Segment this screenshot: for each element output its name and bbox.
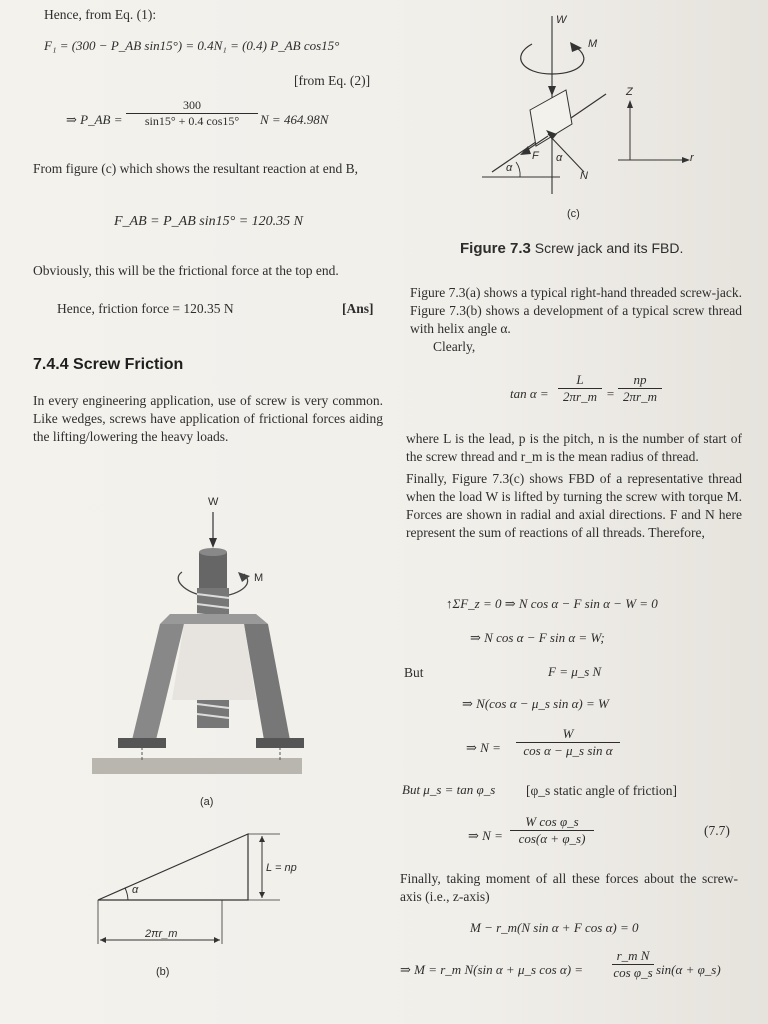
fig-c-label-f: F <box>532 150 539 162</box>
fig-c-normal-force <box>548 134 584 172</box>
fig-a-label-w: W <box>208 496 219 508</box>
equation-f1: F₁ = (300 − P_AB sin15°) = 0.4N₁ = (0.4) P_AB cos15° <box>44 38 340 53</box>
equation-tan-frac1-num: L <box>558 372 602 389</box>
fig-c-label-z: Z <box>626 86 633 98</box>
equation-n3-fraction <box>516 726 620 759</box>
equation-tan-frac2 <box>618 372 662 405</box>
equation-tan-frac1-den: 2πr_m <box>563 389 597 404</box>
equation-ncos: ⇒ N cos α − F sin α = W; <box>470 630 605 645</box>
equation-n3-num: W <box>516 726 620 743</box>
equation-n3-den: cos α − μ_s sin α <box>523 743 613 758</box>
equation-pab-numerator: 300 <box>126 98 258 114</box>
paragraph-where: where L is the lead, p is the pitch, n is the number of start of the screw thread and r_m is the mean radius of thread. <box>406 431 742 464</box>
fig-c-label-w: W <box>556 14 567 26</box>
equation-n3-prefix: ⇒ N = <box>466 740 501 755</box>
section-heading: 7.4.4 Screw Friction <box>33 356 184 373</box>
friction-force-result: Hence, friction force = 120.35 N <box>57 301 234 316</box>
equation-moment-2-den: cos φ_s <box>613 965 653 980</box>
equation-tan-frac2-num: np <box>618 372 662 389</box>
paragraph-figure-73: Figure 7.3(a) shows a typical right-hand threaded screw-jack. Figure 7.3(b) shows a development of a typical screw thread with helix angle α. <box>410 285 742 336</box>
equation-sum-fz: ↑ΣF_z = 0 ⇒ N cos α − F sin α − W = 0 <box>446 596 658 611</box>
equation-n4-prefix: ⇒ N = <box>468 828 503 843</box>
figure-title: Screw jack and its FBD. <box>534 240 684 256</box>
paragraph-obviously: Obviously, this will be the frictional force at the top end. <box>33 263 339 278</box>
clearly-label: Clearly, <box>433 339 476 354</box>
paragraph-finally-fbd: Finally, Figure 7.3(c) shows FBD of a representative thread when the load W is lifted by turning the screw with torque M. Forces are shown in radial and axial directions. F and N here represent the sum of reactions of all threads. Therefore, <box>406 471 742 540</box>
equation-n4-den: cos(α + φ_s) <box>518 831 586 846</box>
fig-b-caption: (b) <box>156 966 170 978</box>
equation-n-mu: ⇒ N(cos α − μ_s sin α) = W <box>462 696 609 711</box>
figure-caption <box>460 240 683 257</box>
figure-number: Figure 7.3 <box>460 240 531 257</box>
equation-f-mu-n: F = μ_s N <box>548 664 602 679</box>
but-label-1: But <box>404 665 424 680</box>
answer-tag: [Ans] <box>342 301 374 316</box>
fig-c-label-n: N <box>580 170 588 182</box>
paragraph-figure-c: From figure (c) which shows the resultant reaction at end B, <box>33 161 359 176</box>
equation-pab-prefix: ⇒ P_AB = <box>66 112 123 127</box>
fig-a-caption: (a) <box>200 796 214 808</box>
fig-b-label-2pirm: 2πr_m <box>145 928 178 940</box>
equation-tan-equals: = <box>606 386 615 401</box>
equation-moment-2-suffix: sin(α + φ_s) <box>656 962 721 977</box>
equation-mu-tan-phi: But μ_s = tan φ_s <box>402 782 496 797</box>
equation-moment-2-fraction <box>612 948 654 981</box>
paragraph-moment: Finally, taking moment of all these forces about the screw-axis (i.e., z-axis) <box>400 871 738 904</box>
equation-n4-fraction <box>510 814 594 847</box>
fig-a-label-m: M <box>254 572 264 584</box>
hence-from-eq1: Hence, from Eq. (1): <box>44 7 157 22</box>
equation-n4-num: W cos φ_s <box>510 814 594 831</box>
equation-number-7-7: (7.7) <box>704 823 730 838</box>
equation-pab-denominator: sin15° + 0.4 cos15° <box>144 114 240 128</box>
from-eq2-note: [from Eq. (2)] <box>294 73 371 88</box>
equation-pab-result: N = 464.98N <box>260 112 329 127</box>
fig-c-caption: (c) <box>567 208 580 220</box>
equation-tan-frac1 <box>558 372 602 405</box>
equation-moment-2-num: r_m N <box>612 948 654 965</box>
paragraph-screw: In every engineering application, use of screw is very common. Like wedges, screws have application of frictional forces aiding the lifting/lowering the heavy loads. <box>33 393 383 444</box>
fig-c-label-alpha-normal: α <box>556 152 563 164</box>
fig-b-label-l: L = np <box>266 862 297 874</box>
phi-static-note: [φ_s static angle of friction] <box>526 783 677 798</box>
fig-c-label-alpha-base: α <box>506 162 513 174</box>
equation-tan-prefix: tan α = <box>510 386 549 401</box>
equation-tan-frac2-den: 2πr_m <box>623 389 657 404</box>
equation-fab: F_AB = P_AB sin15° = 120.35 N <box>114 214 303 229</box>
fig-c-label-m: M <box>588 38 598 50</box>
fig-c-label-r: r <box>690 152 694 164</box>
equation-moment-2-prefix: ⇒ M = r_m N(sin α + μ_s cos α) = <box>400 962 584 977</box>
fig-c-load-arrow <box>548 86 556 96</box>
equation-moment-1: M − r_m(N sin α + F cos α) = 0 <box>470 920 639 935</box>
fig-b-label-alpha: α <box>132 884 139 896</box>
